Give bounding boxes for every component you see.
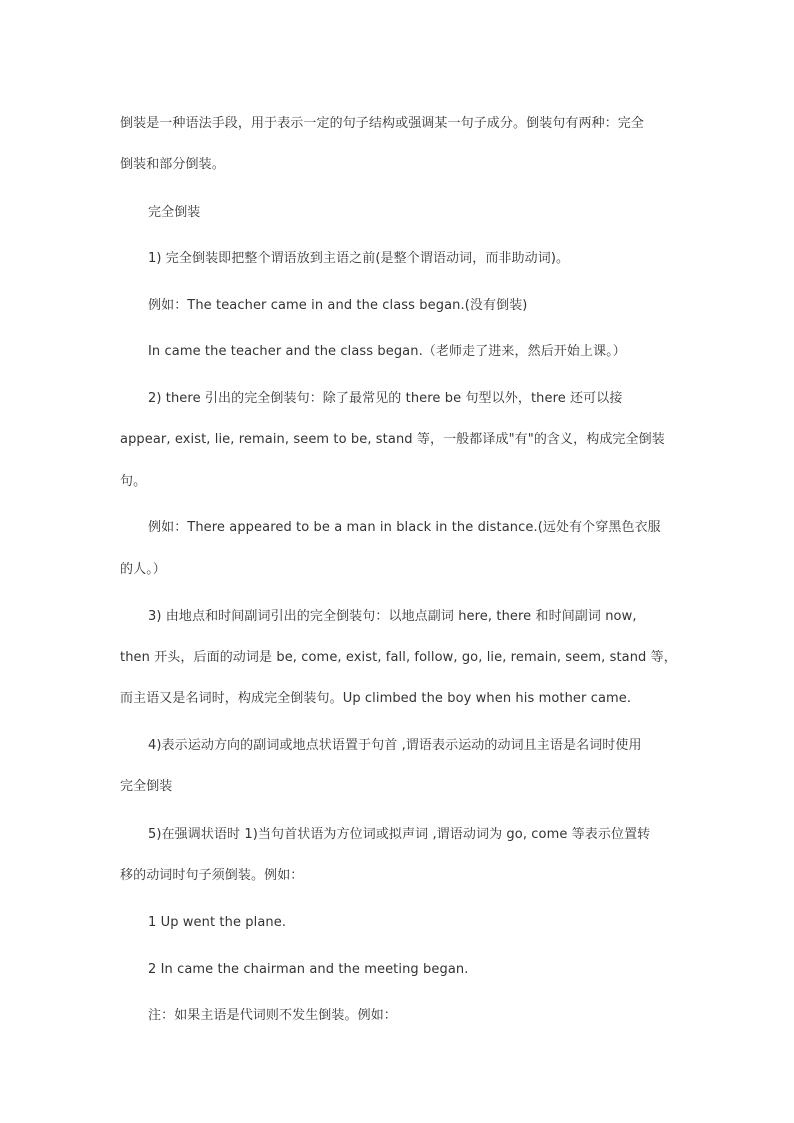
example-1-inverted: In came the teacher and the class began.（老师走了进来，然后开始上课。） [148, 344, 626, 359]
rule-4-line-1: 4)表示运动方向的副词或地点状语置于句首 ,谓语表示运动的动词且主语是名词时使用 [148, 738, 642, 753]
rule-2-line-1: 2) there 引出的完全倒装句：除了最常见的 there be 句型以外，there 还可以接 [148, 391, 623, 406]
example-1: 例如：The teacher came in and the class began.(没有倒装) [148, 298, 528, 313]
rule-5-line-1: 5)在强调状语时 1)当句首状语为方位词或拟声词 ,谓语动词为 go, come 等表示位置转 [148, 827, 651, 842]
paragraph-intro-line-2: 倒装和部分倒装。 [120, 157, 225, 172]
rule-3-line-1: 3) 由地点和时间副词引出的完全倒装句：以地点副词 here, there 和时间副词 now, [148, 609, 637, 624]
example-5-1: 1 Up went the plane. [148, 915, 287, 930]
rule-3-line-2: then 开头，后面的动词是 be, come, exist, fall, follow, go, lie, remain, seem, stand 等， [120, 650, 677, 665]
rule-2-line-3: 句。 [120, 474, 147, 489]
note-line: 注：如果主语是代词则不发生倒装。例如： [148, 1008, 397, 1023]
example-2-line-1: 例如：There appeared to be a man in black in the distance.(远处有个穿黑色衣服 [148, 520, 661, 535]
rule-3-line-3: 而主语又是名词时，构成完全倒装句。Up climbed the boy when his mother came. [120, 691, 632, 706]
example-2-line-2: 的人。） [120, 562, 166, 577]
rule-5-line-2: 移的动词时句子须倒装。例如： [120, 868, 304, 883]
rule-2-line-2: appear, exist, lie, remain, seem to be, stand 等，一般都译成"有"的含义，构成完全倒装 [120, 432, 665, 447]
paragraph-intro-line-1: 倒装是一种语法手段，用于表示一定的句子结构或强调某一句子成分。倒装句有两种：完全 [120, 116, 645, 131]
section-heading-full-inversion: 完全倒装 [148, 205, 201, 220]
rule-4-line-2: 完全倒装 [120, 779, 173, 794]
rule-1: 1) 完全倒装即把整个谓语放到主语之前(是整个谓语动词，而非助动词)。 [148, 251, 570, 266]
example-5-2: 2 In came the chairman and the meeting began. [148, 962, 469, 977]
